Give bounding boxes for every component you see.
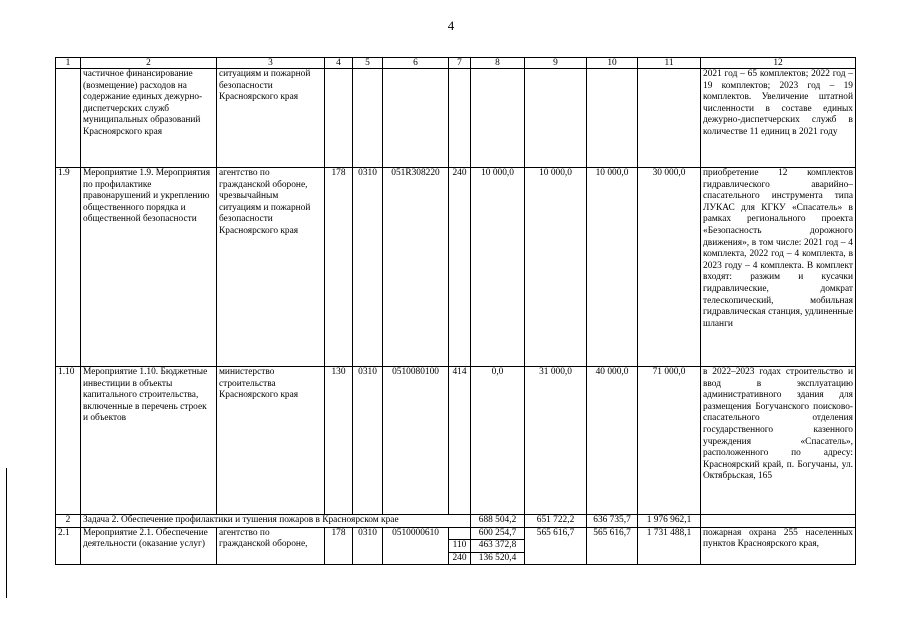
amount-2023: 10 000,0 — [587, 168, 638, 367]
amount-total: 1 731 488,1 — [638, 527, 701, 565]
target-code: 0510080100 — [383, 367, 449, 515]
amount-2023: 565 616,7 — [587, 527, 638, 565]
table-row-continuation — [56, 69, 856, 168]
amount-2021: 10 000,0 — [471, 168, 525, 367]
page-number: 4 — [447, 18, 455, 33]
amount-2022: 565 616,7 — [525, 527, 587, 565]
header-cell: 9 — [525, 58, 587, 69]
row-number: 2.1 — [56, 527, 81, 565]
amount-2022: 651 722,2 — [525, 515, 587, 528]
section-code: 0310 — [353, 367, 383, 515]
header-cell: 3 — [217, 58, 325, 69]
header-cell: 12 — [701, 58, 856, 69]
header-cell: 7 — [449, 58, 471, 69]
target-code: 051R308220 — [383, 168, 449, 367]
header-cell: 2 — [81, 58, 217, 69]
header-cell: 8 — [471, 58, 525, 69]
header-cell: 4 — [325, 58, 353, 69]
grbs-code: 130 — [325, 367, 353, 515]
amount-2021: 688 504,2 — [471, 515, 525, 528]
header-row — [56, 58, 856, 69]
table-row-task-2 — [56, 515, 856, 528]
table-row-1-9 — [56, 168, 856, 367]
expected-result: пожарная охрана 255 населенных пунктов Красноярского края, — [701, 527, 856, 565]
grbs-code: 178 — [325, 527, 353, 565]
expected-result: приобретение 12 комплектов гидравлического аварийно–спасательного инструмента типа ЛУКАС для КГКУ «Спасатель» в рамках регионального проекта «Безопасность дорожного движения», в том числе: 2021 год – 4 комплекта, 2022 год – 4 комплекта, в 2023 году – 4 комплекта. В комплект входят: разжим и кусачки гидравлические, домкрат телескопический, мобильная гидравлическая станция, удлиненные шланги — [701, 168, 856, 367]
amount-total: 71 000,0 — [638, 367, 701, 515]
row-number: 2 — [56, 515, 81, 528]
amount-total: 30 000,0 — [638, 168, 701, 367]
measure-name: частичное финансирование (возмещение) расходов на содержание единых дежурно-диспетчерских служб муниципальных образований Красноярского края — [81, 69, 217, 168]
grbs-code: 178 — [325, 168, 353, 367]
measure-name: Мероприятие 2.1. Обеспечение деятельности (оказание услуг) — [81, 527, 217, 565]
expected-result: в 2022–2023 годах строительство и ввод в эксплуатацию административного здания для размещения Богучанского поисково-спасательного отделения государственного казенного учреждения «Спасатель», расположенного по адресу: Красноярский край, п. Богучаны, ул. Октябрьская, 165 — [701, 367, 856, 515]
executor: агентство по гражданской обороне, чрезвычайным ситуациям и пожарной безопасности Красноярского края — [217, 168, 325, 367]
header-cell: 10 — [587, 58, 638, 69]
row-number: 1.9 — [56, 168, 81, 367]
section-code: 0310 — [353, 527, 383, 565]
amount-2021: 0,0 — [471, 367, 525, 515]
expense-type: 414 — [449, 367, 471, 515]
task-title: Задача 2. Обеспечение профилактики и тушения пожаров в Красноярском крае — [81, 515, 471, 528]
table-row-2-1 — [56, 527, 856, 540]
amount-2021: 463 372,8 — [471, 540, 525, 553]
measure-name: Мероприятие 1.9. Мероприятия по профилактике правонарушений и укреплению общественного порядка и общественной безопасности — [81, 168, 217, 367]
section-code: 0310 — [353, 168, 383, 367]
row-number: 1.10 — [56, 367, 81, 515]
executor: ситуациям и пожарной безопасности Красноярского края — [217, 69, 325, 168]
header-cell: 11 — [638, 58, 701, 69]
executor: министерство строительства Красноярского края — [217, 367, 325, 515]
header-cell: 6 — [383, 58, 449, 69]
amount-2021: 600 254,7 — [471, 527, 525, 540]
expense-type: 240 — [449, 552, 471, 565]
executor: агентство по гражданской обороне, — [217, 527, 325, 565]
amount-2022: 31 000,0 — [525, 367, 587, 515]
header-cell: 5 — [353, 58, 383, 69]
target-code: 0510000610 — [383, 527, 449, 565]
expense-type: 240 — [449, 168, 471, 367]
amount-total: 1 976 962,1 — [638, 515, 701, 528]
amount-2021: 136 520,4 — [471, 552, 525, 565]
header-cell: 1 — [56, 58, 81, 69]
amount-2022: 10 000,0 — [525, 168, 587, 367]
amount-2023: 40 000,0 — [587, 367, 638, 515]
table-row-1-10 — [56, 367, 856, 515]
amount-2023: 636 735,7 — [587, 515, 638, 528]
margin-line — [6, 468, 7, 598]
program-table — [55, 57, 856, 565]
expected-result: 2021 год – 65 комплектов; 2022 год – 19 комплектов; 2023 год – 19 комплектов. Увеличение штатной численности в составе единых дежурно-диспетчерских служб в количестве 11 единиц в 2021 году — [701, 69, 856, 168]
measure-name: Мероприятие 1.10. Бюджетные инвестиции в объекты капитального строительства, включенные в перечень строек и объектов — [81, 367, 217, 515]
expense-type: 110 — [449, 540, 471, 553]
